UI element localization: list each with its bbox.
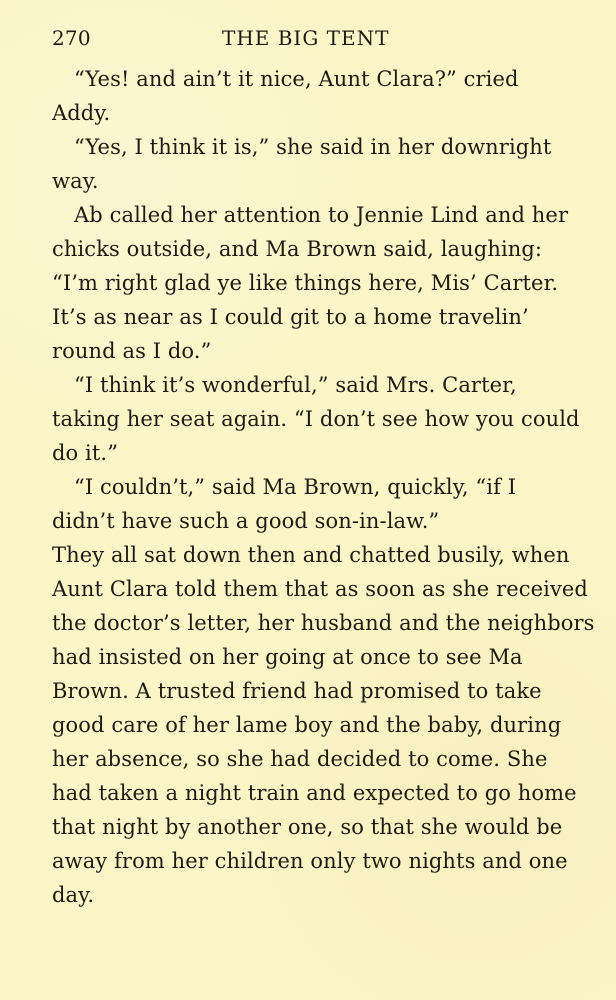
text-line: “I think it’s wonderful,” said Mrs. Carter, [74,373,517,397]
text-line: “I couldn’t,” said Ma Brown, quickly, “if I [74,475,517,499]
text-line: way. [52,169,99,193]
text-line: good care of her lame boy and the baby, during [52,713,562,737]
text-line: taking her seat again. “I don’t see how you could [52,407,580,431]
text-line: Ab called her attention to Jennie Lind and her [74,203,569,227]
running-head: THE BIG TENT [222,26,390,50]
text-line: the doctor’s letter, her husband and the neighbors [52,611,595,635]
text-line: that night by another one, so that she would be [52,815,563,839]
text-line: her absence, so she had decided to come. She [52,747,548,771]
text-line: “Yes, I think it is,” she said in her downright [74,135,552,159]
text-line: “I’m right glad ye like things here, Mis’ Carter. [52,271,559,295]
text-line: round as I do.” [52,339,212,363]
text-line: Brown. A trusted friend had promised to take [52,679,542,703]
page-header [52,26,574,58]
text-line: Addy. [52,101,111,125]
text-line: It’s as near as I could git to a home travelin’ [52,305,529,329]
text-line: had taken a night train and expected to go home [52,781,577,805]
text-line: chicks outside, and Ma Brown said, laughing: [52,237,543,261]
text-line: Aunt Clara told them that as soon as she received [52,577,588,601]
page-number: 270 [52,26,91,50]
text-line: day. [52,883,95,907]
text-line: didn’t have such a good son-in-law.” [52,509,440,533]
body-text [52,62,595,912]
text-line: away from her children only two nights and one [52,849,568,873]
text-line: They all sat down then and chatted busily, when [52,543,570,567]
text-line: “Yes! and ain’t it nice, Aunt Clara?” cried [74,67,519,91]
text-line: do it.” [52,441,119,465]
text-line: had insisted on her going at once to see Ma [52,645,523,669]
